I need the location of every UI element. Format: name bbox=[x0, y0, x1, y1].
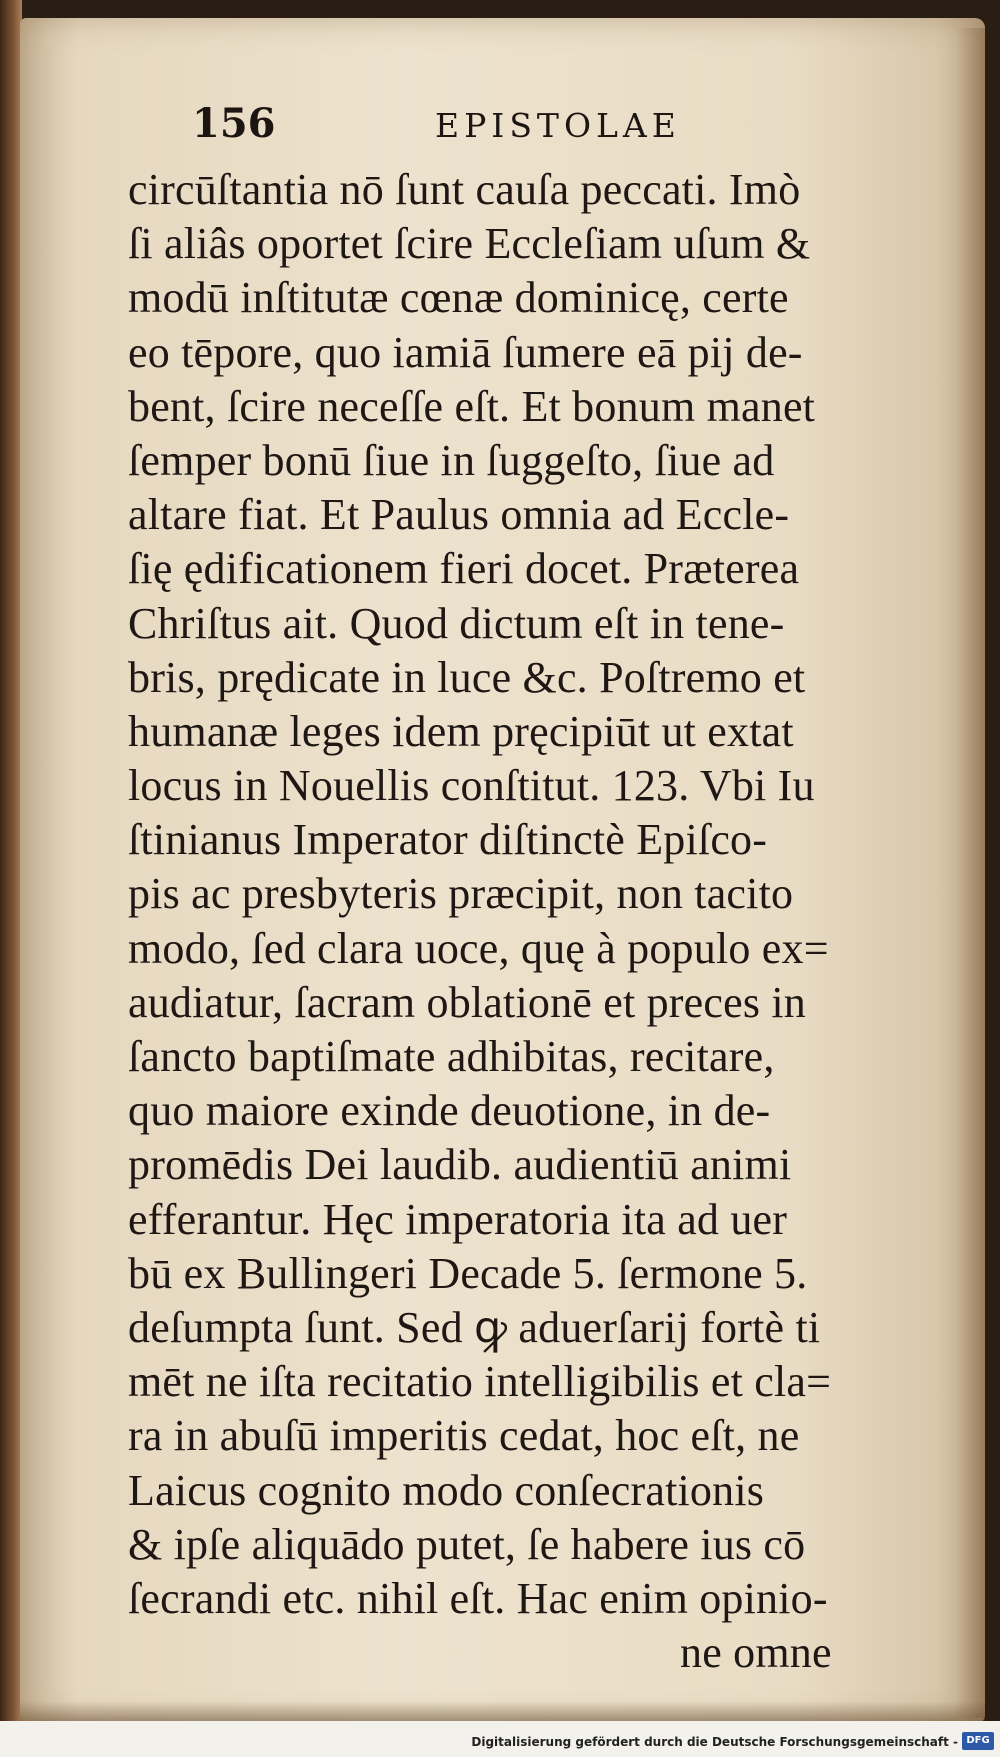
digitization-footer bbox=[0, 1721, 1000, 1757]
text-line: circūſtantia nō ſunt cauſa peccati. Imò bbox=[128, 165, 801, 214]
text-line: ſecrandi etc. nihil eſt. Hac enim opinio- bbox=[128, 1573, 828, 1623]
dfg-logo: DFG bbox=[962, 1732, 994, 1750]
catchword: ne omne bbox=[680, 1628, 832, 1678]
text-line: quo maiore exinde deuotione, in de- bbox=[128, 1086, 771, 1136]
text-line: ſancto baptiſmate adhibitas, recitare, bbox=[128, 1032, 775, 1081]
text-line: promēdis Dei laudib. audientiū animi bbox=[128, 1140, 792, 1190]
text-line: bris, prędicate in luce &c. Poſtremo et bbox=[128, 652, 806, 702]
text-line: ſtinianus Imperator diſtinctè Epiſco- bbox=[128, 815, 768, 865]
text-line: Chriſtus ait. Quod dictum eſt in tene- bbox=[128, 598, 785, 648]
page-number: 156 bbox=[192, 100, 276, 147]
text-line: ſi aliâs oportet ſcire Eccleſiam uſum & bbox=[128, 219, 811, 269]
page-shadow-bottom bbox=[20, 1701, 985, 1723]
text-line: eo tēpore, quo iamiā ſumere eā pij de- bbox=[128, 327, 803, 377]
text-line: audiatur, ſacram oblationē et preces in bbox=[128, 977, 806, 1027]
text-line: mēt ne iſta recitatio intelligibilis et cla= bbox=[128, 1357, 832, 1407]
funding-credit: Digitalisierung gefördert durch die Deutsche Forschungsgemeinschaft - bbox=[471, 1735, 958, 1749]
text-line: bent, ſcire neceſſe eſt. Et bonum manet bbox=[128, 381, 816, 431]
running-title: EPISTOLAE bbox=[435, 106, 681, 145]
text-line: ra in abuſū imperitis cedat, hoc eſt, ne bbox=[128, 1411, 800, 1461]
book-spine-edge bbox=[0, 0, 22, 1757]
text-line: & ipſe aliquādo putet, ſe habere ius cō bbox=[128, 1519, 806, 1569]
text-line: modū inſtitutæ cœnæ dominicę, certe bbox=[128, 273, 789, 323]
text-line: modo, ſed clara uoce, quę à populo ex= bbox=[128, 923, 829, 973]
text-line: humanæ leges idem pręcipiūt ut extat bbox=[128, 706, 794, 756]
text-line: altare fiat. Et Paulus omnia ad Eccle- bbox=[128, 490, 790, 540]
text-line: ſię ędificationem fieri docet. Præterea bbox=[128, 544, 800, 594]
text-line: bū ex Bullingeri Decade 5. ſermone 5. bbox=[128, 1248, 808, 1298]
text-line: locus in Nouellis conſtitut. 123. Vbi Iu bbox=[128, 761, 815, 811]
text-line: deſumpta ſunt. Sed ꝙ aduerſarij fortè ti bbox=[128, 1302, 821, 1352]
text-line: Laicus cognito modo conſecrationis bbox=[128, 1465, 765, 1515]
text-line: pis ac presbyteris præcipit, non tacito bbox=[128, 869, 794, 919]
running-head bbox=[130, 100, 850, 152]
text-block bbox=[128, 163, 946, 1680]
text-line: ſemper bonū ſiue in ſuggeſto, ſiue ad bbox=[128, 435, 775, 485]
page-shadow-right bbox=[955, 28, 985, 1718]
text-line: efferantur. Hęc imperatoria ita ad uer bbox=[128, 1194, 788, 1244]
